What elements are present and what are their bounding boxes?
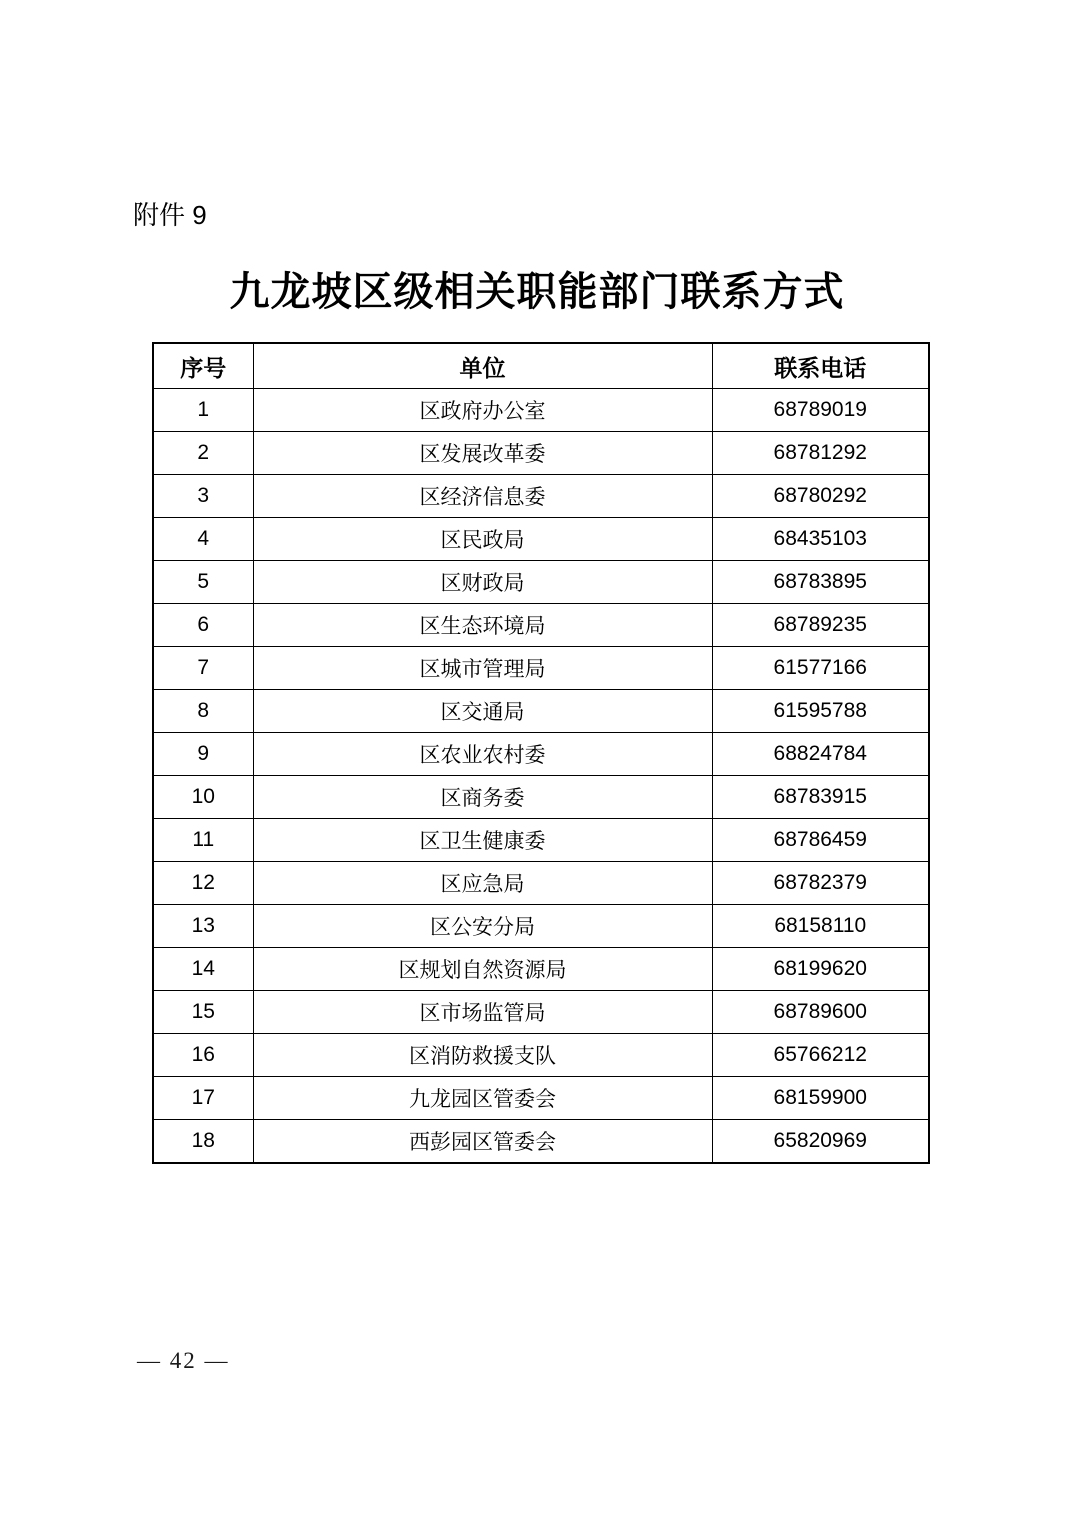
table-row	[153, 819, 929, 862]
unit-name: 区经济信息委	[253, 475, 712, 518]
phone-number: 68783915	[712, 776, 929, 819]
phone-number: 68786459	[712, 819, 929, 862]
unit-name: 区政府办公室	[253, 389, 712, 432]
table-row	[153, 776, 929, 819]
row-index: 9	[153, 733, 253, 776]
header-cell-phone: 联系电话	[712, 343, 929, 389]
row-index: 5	[153, 561, 253, 604]
unit-name: 区应急局	[253, 862, 712, 905]
row-index: 6	[153, 604, 253, 647]
table-row	[153, 432, 929, 475]
phone-number: 68199620	[712, 948, 929, 991]
unit-name: 区农业农村委	[253, 733, 712, 776]
phone-number: 68789019	[712, 389, 929, 432]
phone-number: 68158110	[712, 905, 929, 948]
table-row	[153, 561, 929, 604]
unit-name: 区市场监管局	[253, 991, 712, 1034]
phone-number: 68780292	[712, 475, 929, 518]
phone-number: 68781292	[712, 432, 929, 475]
header-cell-index: 序号	[153, 343, 253, 389]
row-index: 18	[153, 1120, 253, 1164]
phone-number: 68435103	[712, 518, 929, 561]
phone-number: 68159900	[712, 1077, 929, 1120]
unit-name: 区交通局	[253, 690, 712, 733]
row-index: 14	[153, 948, 253, 991]
row-index: 13	[153, 905, 253, 948]
unit-name: 区城市管理局	[253, 647, 712, 690]
row-index: 11	[153, 819, 253, 862]
phone-number: 68789235	[712, 604, 929, 647]
phone-number: 65820969	[712, 1120, 929, 1164]
unit-name: 区生态环境局	[253, 604, 712, 647]
row-index: 3	[153, 475, 253, 518]
row-index: 10	[153, 776, 253, 819]
row-index: 1	[153, 389, 253, 432]
header-cell-unit: 单位	[253, 343, 712, 389]
phone-number: 68789600	[712, 991, 929, 1034]
attachment-label: 附件 9	[133, 200, 207, 230]
table-row	[153, 991, 929, 1034]
table-row	[153, 862, 929, 905]
unit-name: 西彭园区管委会	[253, 1120, 712, 1164]
row-index: 17	[153, 1077, 253, 1120]
unit-name: 区民政局	[253, 518, 712, 561]
unit-name: 区卫生健康委	[253, 819, 712, 862]
table-row	[153, 1120, 929, 1164]
page-title: 九龙坡区级相关职能部门联系方式	[229, 270, 845, 314]
table-row	[153, 1034, 929, 1077]
phone-number: 68782379	[712, 862, 929, 905]
table-row	[153, 647, 929, 690]
row-index: 12	[153, 862, 253, 905]
table-row	[153, 690, 929, 733]
unit-name: 区规划自然资源局	[253, 948, 712, 991]
row-index: 8	[153, 690, 253, 733]
phone-number: 68824784	[712, 733, 929, 776]
table-row	[153, 389, 929, 432]
phone-number: 65766212	[712, 1034, 929, 1077]
table-row	[153, 518, 929, 561]
page-number: — 42 —	[137, 1348, 230, 1373]
table-row	[153, 475, 929, 518]
contacts-table-body	[153, 389, 929, 1164]
unit-name: 区发展改革委	[253, 432, 712, 475]
table-row	[153, 1077, 929, 1120]
unit-name: 九龙园区管委会	[253, 1077, 712, 1120]
contacts-table	[152, 342, 930, 1164]
row-index: 2	[153, 432, 253, 475]
unit-name: 区财政局	[253, 561, 712, 604]
unit-name: 区消防救援支队	[253, 1034, 712, 1077]
row-index: 7	[153, 647, 253, 690]
row-index: 16	[153, 1034, 253, 1077]
table-row	[153, 604, 929, 647]
table-row	[153, 733, 929, 776]
table-header-row	[153, 343, 929, 389]
table-row	[153, 905, 929, 948]
row-index: 15	[153, 991, 253, 1034]
phone-number: 61595788	[712, 690, 929, 733]
row-index: 4	[153, 518, 253, 561]
unit-name: 区公安分局	[253, 905, 712, 948]
phone-number: 68783895	[712, 561, 929, 604]
table-row	[153, 948, 929, 991]
unit-name: 区商务委	[253, 776, 712, 819]
phone-number: 61577166	[712, 647, 929, 690]
